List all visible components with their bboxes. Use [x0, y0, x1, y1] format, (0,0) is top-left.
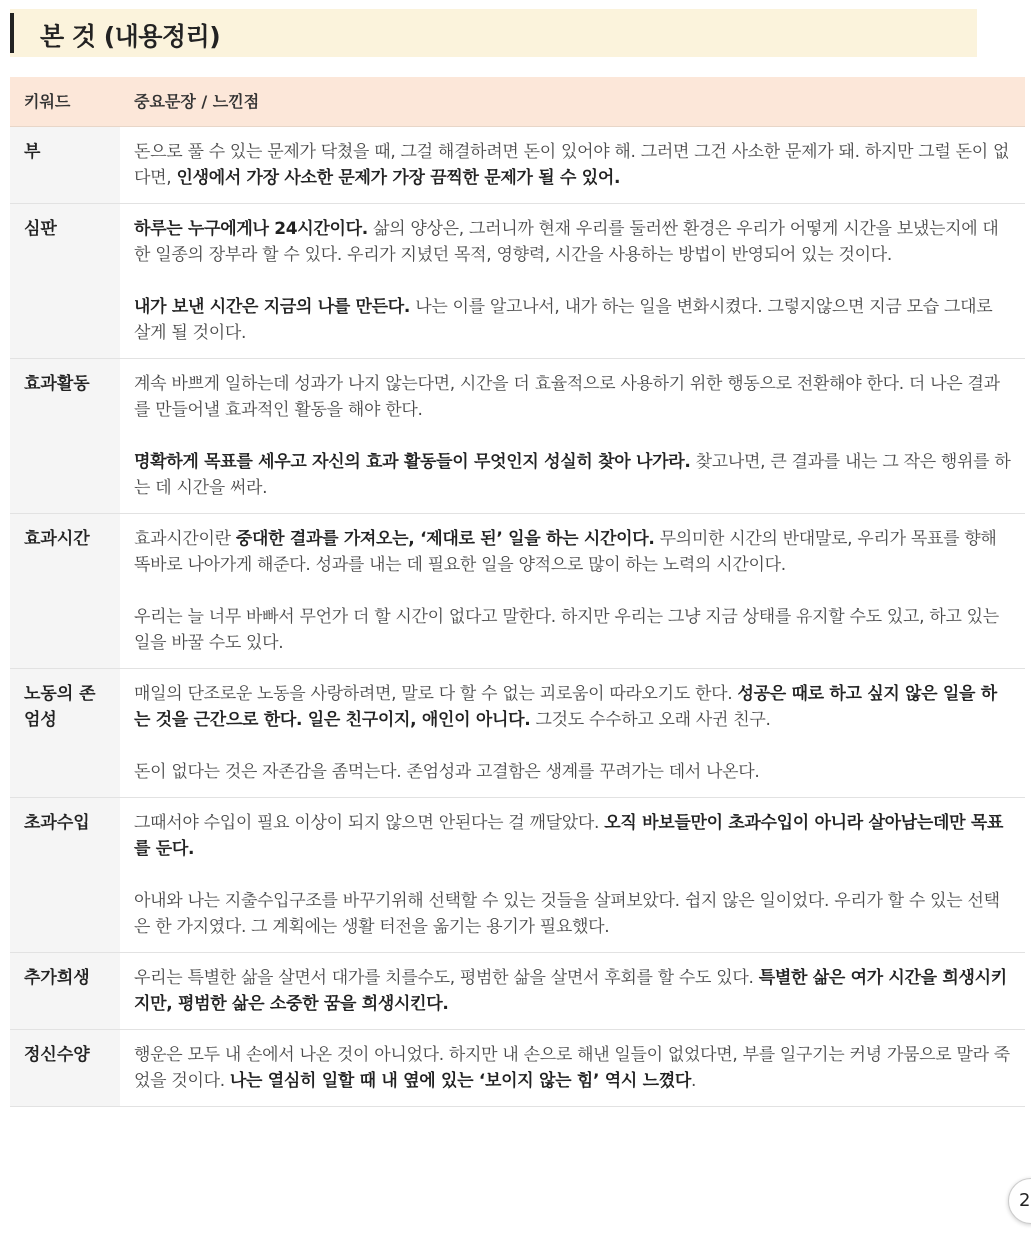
row-keyword: 추가희생: [10, 953, 120, 1030]
row-keyword: 효과활동: [10, 359, 120, 514]
content-paragraph: [134, 965, 1011, 1017]
body-text: 그때서야 수입이 필요 이상이 되지 않으면 안된다는 걸 깨달았다.: [134, 813, 605, 833]
row-keyword: 노동의 존엄성: [10, 669, 120, 798]
row-content: [120, 359, 1025, 514]
body-text: 삶의 양상은, 그러니까 현재 우리를 둘러싼 환경은 우리가 어떻게 시간을 보냈는지에 대한 일종의 장부라 할 수 있다. 우리가 지녔던 목적, 영향력, 시간을 사용하는 방법이 반영되어 있는 것이다.: [134, 219, 999, 265]
body-text: 찾고나면, 큰 결과를 내는 그 작은 행위를 하는 데 시간을 써라.: [134, 452, 1011, 498]
content-paragraph: [134, 1042, 1011, 1094]
content-paragraph: [134, 139, 1011, 191]
content-paragraph: [134, 216, 1011, 268]
row-keyword: 효과시간: [10, 514, 120, 669]
body-text: 무의미한 시간의 반대말로, 우리가 목표를 향해 똑바로 나아가게 해준다. 성과를 내는 데 필요한 일을 양적으로 많이 하는 노력의 시간이다.: [134, 529, 997, 575]
heading-accent-bar: [10, 13, 14, 53]
row-keyword: 정신수양: [10, 1030, 120, 1107]
body-text: 그것도 수수하고 오래 사귄 친구.: [530, 710, 771, 730]
body-text: 돈이 없다는 것은 자존감을 좀먹는다. 존엄성과 고결함은 생계를 꾸려가는 데서 나온다.: [134, 762, 760, 782]
table-row: [10, 798, 1025, 953]
emphasis-text: 내가 보낸 시간은 지금의 나를 만든다.: [134, 297, 411, 317]
table-body: [10, 127, 1025, 1107]
table-row: [10, 514, 1025, 669]
emphasis-text: 명확하게 목표를 세우고 자신의 효과 활동들이 무엇인지 성실히 찾아 나가라.: [134, 452, 691, 472]
content-paragraph: [134, 371, 1011, 423]
body-text: 효과시간이란: [134, 529, 236, 549]
body-text: .: [690, 1071, 697, 1091]
table-row: [10, 953, 1025, 1030]
content-paragraph: [134, 294, 1011, 346]
body-text: 우리는 늘 너무 바빠서 무언가 더 할 시간이 없다고 말한다. 하지만 우리는 그냥 지금 상태를 유지할 수도 있고, 하고 있는 일을 바꿀 수도 있다.: [134, 607, 999, 653]
row-keyword: 초과수입: [10, 798, 120, 953]
row-content: [120, 669, 1025, 798]
section-heading-title: 본 것 (내용정리): [40, 22, 221, 51]
emphasis-text: 인생에서 가장 사소한 문제가 가장 끔찍한 문제가 될 수 있어.: [176, 168, 621, 188]
row-keyword: 부: [10, 127, 120, 204]
emphasis-text: 나는 열심히 일할 때 내 옆에 있는 ‘보이지 않는 힘’ 역시 느꼈다: [229, 1071, 691, 1091]
body-text: 우리는 특별한 삶을 살면서 대가를 치를수도, 평범한 삶을 살면서 후회를 할 수도 있다.: [134, 968, 759, 988]
emphasis-text: 하루는 누구에게나 24시간이다.: [134, 219, 368, 239]
content-paragraph: [134, 888, 1011, 940]
content-paragraph: [134, 759, 1011, 785]
keyword-summary-table: [10, 77, 1025, 1107]
body-text: 나는 이를 알고나서, 내가 하는 일을 변화시켰다. 그렇지않으면 지금 모습 그대로 살게 될 것이다.: [134, 297, 993, 343]
row-content: [120, 953, 1025, 1030]
body-text: 아내와 나는 지출수입구조를 바꾸기위해 선택할 수 있는 것들을 살펴보았다. 쉽지 않은 일이었다. 우리가 할 수 있는 선택은 한 가지였다. 그 계획에는 생활 터전을 옮기는 용기가 필요했다.: [134, 891, 1000, 937]
content-paragraph: [134, 526, 1011, 578]
content-paragraph: [134, 604, 1011, 656]
section-heading: [10, 9, 977, 57]
table-header-row: [10, 77, 1025, 127]
table-row: [10, 669, 1025, 798]
body-text: 돈으로 풀 수 있는 문제가 닥쳤을 때, 그걸 해결하려면 돈이 있어야 해. 그러면 그건 사소한 문제가 돼. 하지만 그럴 돈이 없다면,: [134, 142, 1010, 188]
content-paragraph: [134, 449, 1011, 501]
row-content: [120, 1030, 1025, 1107]
row-content: [120, 127, 1025, 204]
emphasis-text: 중대한 결과를 가져오는, ‘제대로 된’ 일을 하는 시간이다.: [235, 529, 655, 549]
body-text: 매일의 단조로운 노동을 사랑하려면, 말로 다 할 수 없는 괴로움이 따라오기도 한다.: [134, 684, 738, 704]
row-content: [120, 204, 1025, 359]
table-row: [10, 1030, 1025, 1107]
header-sentences: 중요문장 / 느낀점: [120, 77, 1025, 127]
header-keyword: 키워드: [10, 77, 120, 127]
body-text: 계속 바쁘게 일하는데 성과가 나지 않는다면, 시간을 더 효율적으로 사용하기 위한 행동으로 전환해야 한다. 더 나은 결과를 만들어낼 효과적인 활동을 해야 한다.: [134, 374, 1000, 420]
table-row: [10, 359, 1025, 514]
row-content: [120, 798, 1025, 953]
row-keyword: 심판: [10, 204, 120, 359]
content-paragraph: [134, 810, 1011, 862]
content-paragraph: [134, 681, 1011, 733]
emphasis-text: 성공은 때로 하고 싶지 않은 일을 하는 것을 근간으로 한다. 일은 친구이지, 애인이 아니다.: [134, 684, 997, 730]
floating-page-badge[interactable]: 2: [1008, 1178, 1031, 1224]
emphasis-text: 특별한 삶은 여가 시간을 희생시키지만, 평범한 삶은 소중한 꿈을 희생시킨다.: [134, 968, 1007, 1014]
emphasis-text: 오직 바보들만이 초과수입이 아니라 살아남는데만 목표를 둔다.: [134, 813, 1004, 859]
row-content: [120, 514, 1025, 669]
table-row: [10, 127, 1025, 204]
body-text: 행운은 모두 내 손에서 나온 것이 아니었다. 하지만 내 손으로 해낸 일들이 없었다면, 부를 일구기는 커녕 가뭄으로 말라 죽었을 것이다.: [134, 1045, 1010, 1091]
table-row: [10, 204, 1025, 359]
